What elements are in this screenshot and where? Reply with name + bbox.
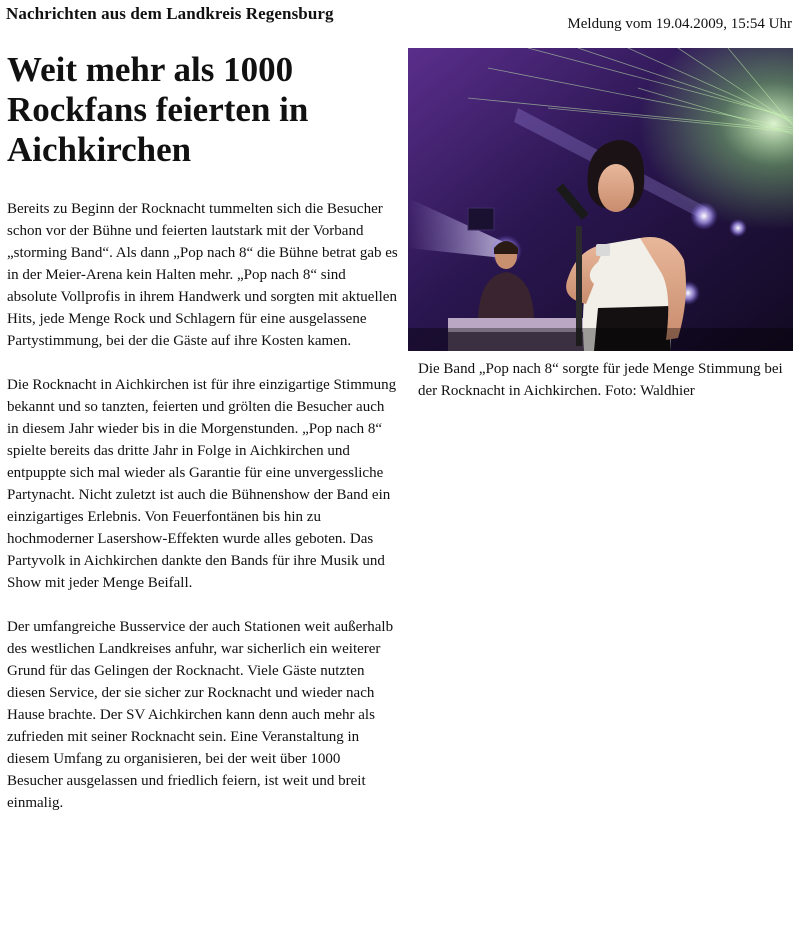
publish-date: Meldung vom 19.04.2009, 15:54 Uhr (567, 16, 792, 32)
photo-caption: Die Band „Pop nach 8“ sorgte für jede Menge Stimmung bei der Rocknacht in Aichkirchen. Foto: Waldhier (418, 361, 783, 399)
spotlight (729, 219, 747, 237)
photo-shadow (408, 328, 793, 351)
concert-photo (408, 48, 793, 351)
article-paragraph: Die Rocknacht in Aichkirchen ist für ihre einzigartige Stimmung bekannt und so tanzten, feierten und grölten die Besucher auch in diesem Jahr wieder bis in die Morgenstunden. „Pop nach 8“ spielte bereits das dritte Jahr in Folge in Aichkirchen und entpuppte sich mal wieder als Garantie für eine unvergessliche Partynacht. Nicht zuletzt ist auch die Bühnenshow der Band ein einzigartiges Erlebnis. Von Feuerfontänen bis hin zu hochmoderner Lasershow-Effekten wurde alles geboten. Das Partyvolk in Aichkirchen dankte den Bands für ihre Musik und Show mit jeder Menge Beifall. (7, 377, 397, 591)
article-paragraph: Der umfangreiche Busservice der auch Stationen weit außerhalb des westlichen Landkreises anfuhr, war sicherlich ein weiterer Grund für das Gelingen der Rocknacht. Viele Gäste nutzten diesen Service, der sie sicher zur Rocknacht und wieder nach Hause brachte. Der SV Aichkirchen kann denn auch mehr als zufrieden mit seiner Rocknacht sein. Eine Veranstaltung in diesem Umfang zu organisieren, bei der weit über 1000 Besucher ausgelassen und friedlich feiern, ist weit und breit einmalig. (7, 619, 394, 811)
article-body (7, 198, 399, 836)
article-paragraph: Bereits zu Beginn der Rocknacht tummelten sich die Besucher schon vor der Bühne und feierten lautstark mit der Vorband „storming Band“. Als dann „Pop nach 8“ die Bühne betrat gab es in der Meier-Arena kein Halten mehr. „Pop nach 8“ sind absolute Vollprofis in ihrem Handwerk und sorgten mit aktuellen Hits, jede Menge Rock und Schlagern für eine ausgelassene Partystimmung, bei der die Gäste auf ihre Kosten kamen. (7, 201, 398, 349)
wristband (596, 244, 610, 256)
article-headline: Weit mehr als 1000 Rockfans feierten in Aichkirchen (7, 50, 309, 169)
section-title: Nachrichten aus dem Landkreis Regensburg (6, 4, 334, 23)
spotlight (690, 202, 718, 230)
stage-truss (468, 208, 494, 230)
